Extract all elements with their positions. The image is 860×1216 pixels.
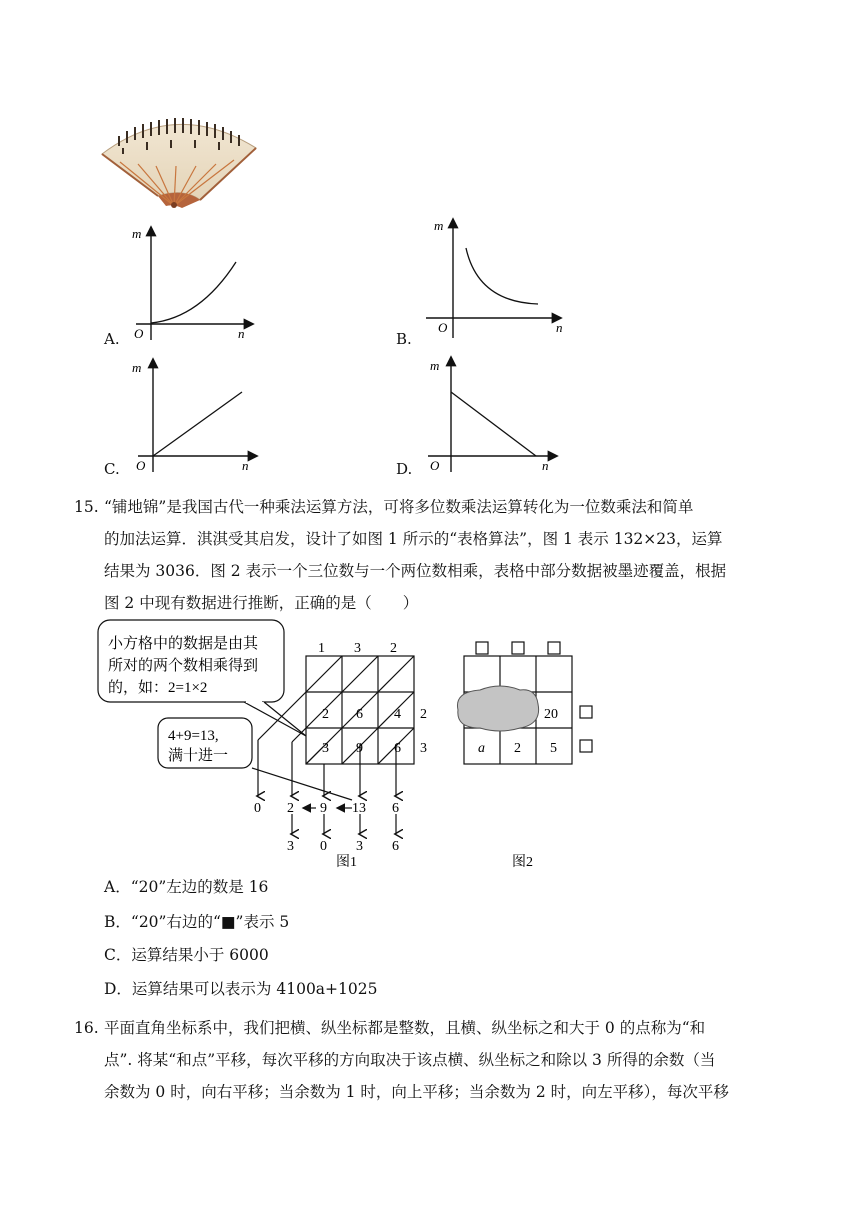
- question-15-option-a[interactable]: A．“20”左边的数是 16: [104, 878, 269, 896]
- question-15-option-d[interactable]: D．运算结果可以表示为 4100a+1025: [104, 980, 378, 998]
- graph-a-x-label: n: [238, 326, 245, 341]
- fig1-top-digit: 2: [390, 641, 397, 656]
- fig1-cell: 9: [356, 741, 363, 756]
- graph-d-x-label: n: [542, 458, 549, 473]
- question-16-number: 16.: [74, 1019, 99, 1037]
- fig1-right-digit: 3: [420, 741, 427, 756]
- fig1-cell: 2: [322, 707, 329, 722]
- graph-option-a: [120, 222, 260, 350]
- figure-1-and-2: [90, 618, 610, 870]
- fig1-top-digit: 1: [318, 641, 325, 656]
- question-16-text: [104, 1012, 816, 1108]
- bubble-2-line: 4+9=13,: [168, 728, 219, 744]
- graph-c-origin: O: [136, 458, 146, 473]
- graph-b-x-label: n: [556, 320, 563, 335]
- question-15-line: 的加法运算．淇淇受其启发，设计了如图 1 所示的“表格算法”，图 1 表示 132×23，运算: [104, 530, 723, 548]
- bubble-1-line: 的，如：2=1×2: [108, 680, 208, 696]
- bubble-2-line: 满十进一: [168, 748, 229, 764]
- folding-fan-image: [98, 112, 260, 212]
- question-15-text: [104, 491, 816, 619]
- fig2-cell-a: a: [478, 741, 485, 756]
- graph-option-d: [422, 354, 572, 478]
- question-15-line: “铺地锦”是我国古代一种乘法运算方法，可将多位数乘法运算转化为一位数乘法和简单: [104, 498, 694, 516]
- question-15-number: 15.: [74, 498, 99, 516]
- question-15-line: 图 2 中现有数据进行推断，正确的是（ ）: [104, 594, 419, 612]
- fig1-cell: 6: [356, 707, 363, 722]
- graph-d-y-label: m: [430, 358, 440, 373]
- fig1-cell: 3: [322, 741, 329, 756]
- graph-b-y-label: m: [434, 218, 444, 233]
- fig1-result-digit: 6: [392, 839, 399, 854]
- graph-c-y-label: m: [132, 360, 142, 375]
- option-d-label[interactable]: D.: [396, 460, 413, 478]
- graph-b-origin: O: [438, 320, 448, 335]
- fig1-cell: 6: [394, 741, 401, 756]
- graph-a-y-label: m: [132, 226, 142, 241]
- graph-a-origin: O: [134, 326, 144, 341]
- fig1-right-digit: 2: [420, 707, 427, 722]
- graph-c-x-label: n: [242, 458, 249, 473]
- fig1-sum: 0: [254, 801, 261, 816]
- fig1-sum: 6: [392, 801, 399, 816]
- fig1-sum: 13: [352, 801, 366, 816]
- graph-option-b: [422, 212, 572, 340]
- question-15-option-c[interactable]: C．运算结果小于 6000: [104, 946, 269, 964]
- bubble-1-line: 小方格中的数据是由其: [108, 636, 259, 652]
- question-16-line: 平面直角坐标系中，我们把横、纵坐标都是整数，且横、纵坐标之和大于 0 的点称为“和: [104, 1019, 706, 1037]
- fig2-cell-5: 5: [550, 741, 557, 756]
- fig2-cell-2: 2: [514, 741, 521, 756]
- fig1-result-digit: 3: [287, 839, 294, 854]
- fig1-sum: 9: [320, 801, 327, 816]
- question-15-option-b[interactable]: B．“20”右边的“■”表示 5: [104, 913, 290, 931]
- fig1-cell: 4: [394, 707, 401, 722]
- question-15-line: 结果为 3036．图 2 表示一个三位数与一个两位数相乘，表格中部分数据被墨迹覆盖，根据: [104, 562, 727, 580]
- figure-2-caption: 图2: [512, 855, 533, 870]
- bubble-1-line: 所对的两个数相乘得到: [108, 658, 259, 674]
- fig1-sum: 2: [287, 801, 294, 816]
- figure-1-caption: 图1: [336, 855, 357, 870]
- option-b-label[interactable]: B.: [396, 330, 412, 348]
- fig1-result-digit: 0: [320, 839, 327, 854]
- fig1-top-digit: 3: [354, 641, 361, 656]
- question-16-line: 点”. 将某“和点”平移，每次平移的方向取决于该点横、纵坐标之和除以 3 所得的余数（当: [104, 1051, 716, 1069]
- option-c-label[interactable]: C.: [104, 460, 120, 478]
- fig2-cell-20: 20: [544, 707, 558, 722]
- graph-d-origin: O: [430, 458, 440, 473]
- fig1-result-digit: 3: [356, 839, 363, 854]
- option-a-label[interactable]: A.: [104, 330, 120, 348]
- question-16-line: 余数为 0 时，向右平移；当余数为 1 时，向上平移；当余数为 2 时，向左平移），每次平移: [104, 1083, 729, 1101]
- graph-option-c: [120, 354, 260, 478]
